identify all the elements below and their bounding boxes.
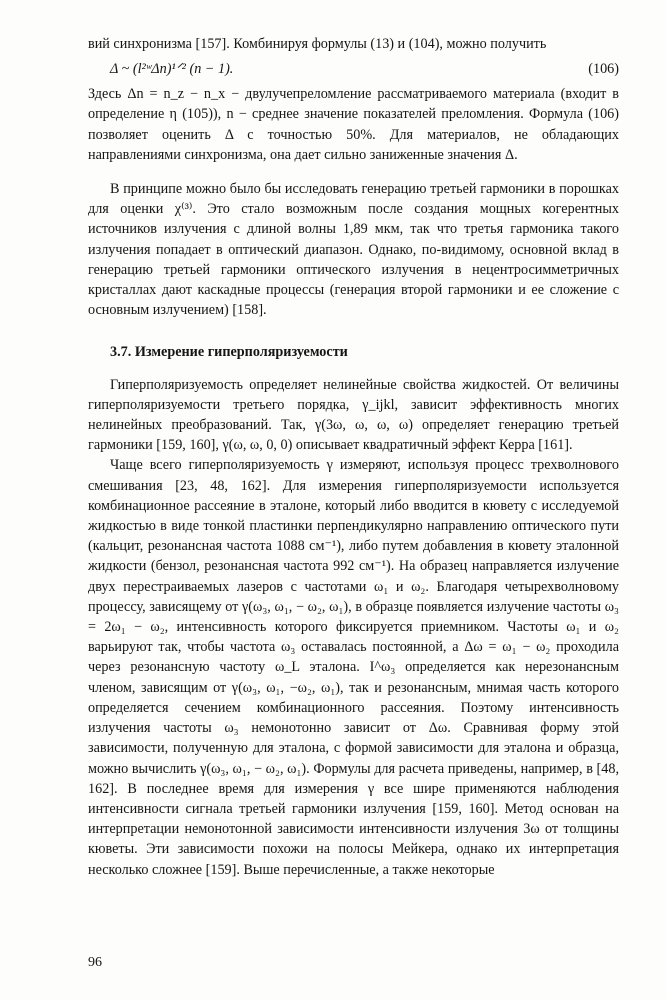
page-number: 96 [88,955,102,970]
paragraph-intro: вий синхронизма [157]. Комбинируя формулы (13) и (104), можно получить [88,36,547,52]
body-text [88,34,619,880]
formula-number: (106) [588,61,619,78]
formula-106 [88,56,619,82]
section-heading: 3.7. Измерение гиперполяризуемости [110,344,348,361]
spacer [88,165,619,179]
paragraph-third-harmonic: В принципе можно было бы исследовать генерацию третьей гармоники в порошках для оценки χ⁽³⁾. Это стало возможным после создания мощных когерентных источников излучения с длиной волны 1,89 мкм, так что третья гармоника такого излучения попадает в оптический диапазон. Однако, по-видимому, основной вклад в генерацию третьей гармоники оптического излучения в нецентросимметричных кристаллах дают каскадные процессы (генерация второй гармоники и ее сложение с основным излучением) [158]. [88,181,619,319]
paragraph-delta-n: Здесь Δn = n_z − n_x − двулучепреломление рассматриваемого материала (входит в определение η (105)), n − среднее значение показателей преломления. Формула (106) позволяет оценить Δ с точностью 50%. Для материалов, не обладающих направлениями синхронизма, она дает сильно заниженные значения Δ. [88,86,619,163]
paragraph-hyperpolarizability: Гиперполяризуемость определяет нелинейные свойства жидкостей. От величины гиперполяризуемости третьего порядка, γ_ijkl, зависит эффективность многих нелинейных преобразований. Так, γ(3ω, ω, ω, ω) определяет генерацию третьей гармоники [159, 160], γ(ω, ω, 0, 0) описывает квадратичный эффект Керра [161]. [88,376,619,454]
paragraph-three-wave-mixing: Чаще всего гиперполяризуемость γ измеряют, используя процесс трехволнового смешивания [23, 48, 162]. Для измерения гиперполяризуемости используется комбинационное рассеяние в эталоне, который либо вводится в кювету с исследуемой жидкостью в виде тонкой пластинки перпендикулярно направлению оптического пути (кальцит, резонансная частота 1088 см⁻¹), либо путем добавления в кювету эталонной жидкости (бензол, резонансная частота 992 см⁻¹). На образец направляется излучение двух перестраиваемых лазеров с частотами ω₁ и ω₂. Благодаря четырехволновому процессу, зависящему от γ(ω₃, ω₁, − ω₂, ω₁), в образце появляется излучение частоты ω₃ = 2ω₁ − ω₂, интенсивность которого фиксируется приемником. Частоты ω₁ и ω₂ варьируют так, чтобы частота ω₃ оставалась постоянной, а Δω = ω₁ − ω₂ проходила через резонансную частоту ω_L эталона. I^ω₃ определяется как нерезонансным членом, зависящим от γ(ω₃, ω₁, −ω₂, ω₁), так и резонансным, мнимая часть которого определяется сечением комбинационного рассеяния. Поэтому интенсивность излучения частоты ω₃ немонотонно зависит от Δω. Сравнивая форму этой зависимости, полученную для эталона, с формой зависимости для эталона и образца, можно вычислить γ(ω₃, ω₁, − ω₂, ω₁). Формулы для расчета приведены, например, в [48, 162]. В последнее время для измерения γ все шире применяются наблюдения интенсивности сигнала третьей гармоники излучения [159, 160]. Метод основан на интерпретации немонотонной зависимости интенсивности излучения 3ω от толщины кюветы. Эти зависимости похожи на полосы Мейкера, однако их интерпретация несколько сложнее [159]. Выше перечисленные, а также некоторые [88,457,619,878]
formula-expression: Δ ~ (l²ʷΔn)¹ᐟ² (n − 1). [110,61,234,78]
